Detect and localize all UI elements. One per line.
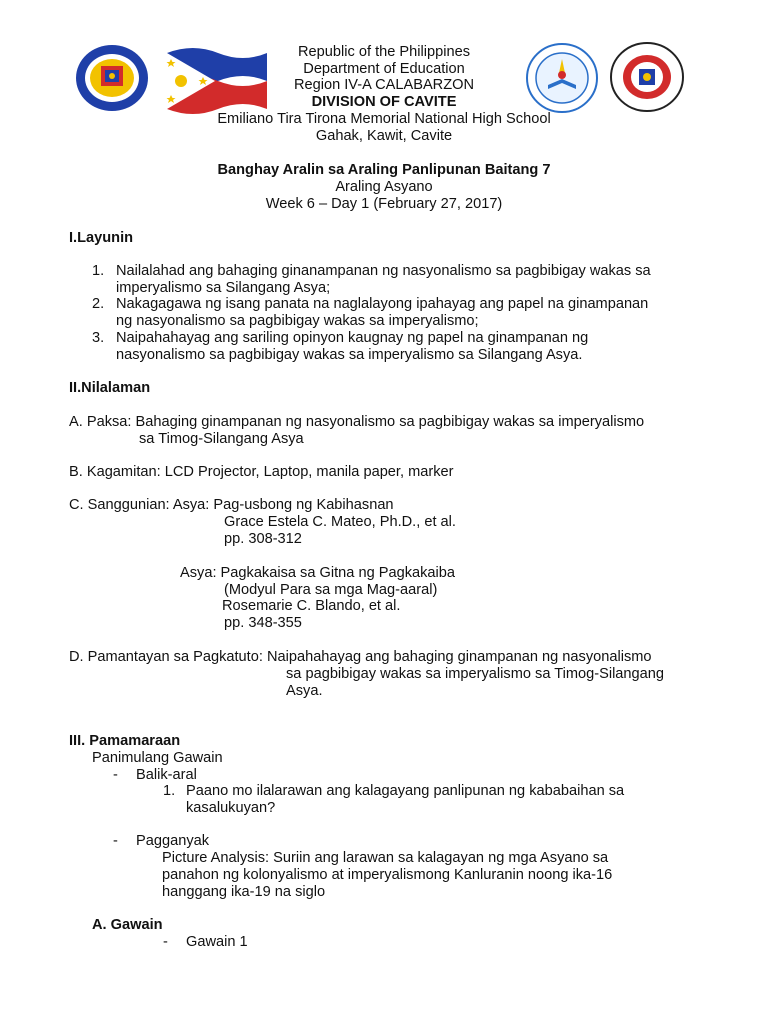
picture-analysis-text: Picture Analysis: Suriin ang larawan sa kalagayan ng mga Asyano sa <box>162 850 609 866</box>
layunin-item-text: Nakagagawa ng isang panata na naglalayong ipahayag ang papel na ginampanan <box>116 296 649 312</box>
letterhead-region: Region IV-A CALABARZON <box>293 77 475 93</box>
pagganyak-label: Pagganyak <box>136 833 210 849</box>
layunin-item-number: 2. <box>92 296 105 312</box>
balik-aral-label: Balik-aral <box>136 767 197 783</box>
paksa-line: sa Timog-Silangang Asya <box>139 431 304 447</box>
layunin-item-text: Nailalahad ang bahaging ginanampanan ng nasyonalismo sa pagbibigay wakas sa <box>116 263 651 279</box>
reference-title: Asya: Pagkakaisa sa Gitna ng Pagkakaiba <box>180 565 456 581</box>
gawain-1-label: Gawain 1 <box>186 934 248 950</box>
reference-author: Grace Estela C. Mateo, Ph.D., et al. <box>224 514 456 530</box>
bullet-dash: - <box>113 767 118 783</box>
letterhead-republic: Republic of the Philippines <box>298 44 470 60</box>
lesson-week: Week 6 – Day 1 (February 27, 2017) <box>265 196 503 212</box>
layunin-item-text: ng nasyonalismo sa pagbibigay wakas sa imperyalismo; <box>116 313 479 329</box>
pamantayan-line: Asya. <box>286 683 323 699</box>
letterhead-address: Gahak, Kawit, Cavite <box>315 128 453 144</box>
reference-pages: pp. 348-355 <box>224 615 302 631</box>
lesson-plan-title: Banghay Aralin sa Araling Panlipunan Baitang 7 <box>217 162 551 178</box>
gawain-heading: A. Gawain <box>92 917 163 933</box>
layunin-item-text: nasyonalismo sa pagbibigay wakas sa imperyalismo sa Silangang Asya. <box>116 347 583 363</box>
paksa-line: A. Paksa: Bahaging ginampanan ng nasyonalismo sa pagbibigay wakas sa imperyalismo <box>69 414 645 430</box>
kagamitan-line: B. Kagamitan: LCD Projector, Laptop, manila paper, marker <box>69 464 454 480</box>
reference-author: Rosemarie C. Blando, et al. <box>222 598 401 614</box>
layunin-item-number: 1. <box>92 263 105 279</box>
question-text: Paano mo ilalarawan ang kalagayang panlipunan ng kababaihan sa <box>186 783 625 799</box>
letterhead-department: Department of Education <box>303 61 465 77</box>
sanggunian-line: C. Sanggunian: Asya: Pag-usbong ng Kabihasnan <box>69 497 394 513</box>
layunin-item-text: imperyalismo sa Silangang Asya; <box>116 280 331 296</box>
pamantayan-line: D. Pamantayan sa Pagkatuto: Naipahahayag ang bahaging ginampanan ng nasyonalismo <box>69 649 652 665</box>
lesson-subject: Araling Asyano <box>335 179 433 195</box>
bullet-dash: - <box>163 934 168 950</box>
letterhead-school: Emiliano Tira Tirona Memorial National High School <box>217 111 551 127</box>
pamamaraan-heading: III. Pamamaraan <box>69 733 181 749</box>
reference-subtitle: (Modyul Para sa mga Mag-aaral) <box>224 582 438 598</box>
question-number: 1. <box>163 783 176 799</box>
picture-analysis-text: panahon ng kolonyalismo at imperyalismong Kanluranin noong ika-16 <box>162 867 613 883</box>
question-text: kasalukuyan? <box>186 800 276 816</box>
letterhead-division: DIVISION OF CAVITE <box>311 94 457 110</box>
nilalaman-heading: II.Nilalaman <box>69 380 151 396</box>
panimulang-gawain: Panimulang Gawain <box>92 750 223 766</box>
layunin-item-text: Naipahahayag ang sariling opinyon kaugnay ng papel na ginampanan ng <box>116 330 589 346</box>
layunin-heading: I.Layunin <box>69 230 134 246</box>
pamantayan-line: sa pagbibigay wakas sa imperyalismo sa Timog-Silangang <box>286 666 665 682</box>
reference-pages: pp. 308-312 <box>224 531 302 547</box>
picture-analysis-text: hanggang ika-19 na siglo <box>162 884 326 900</box>
layunin-item-number: 3. <box>92 330 105 346</box>
bullet-dash: - <box>113 833 118 849</box>
